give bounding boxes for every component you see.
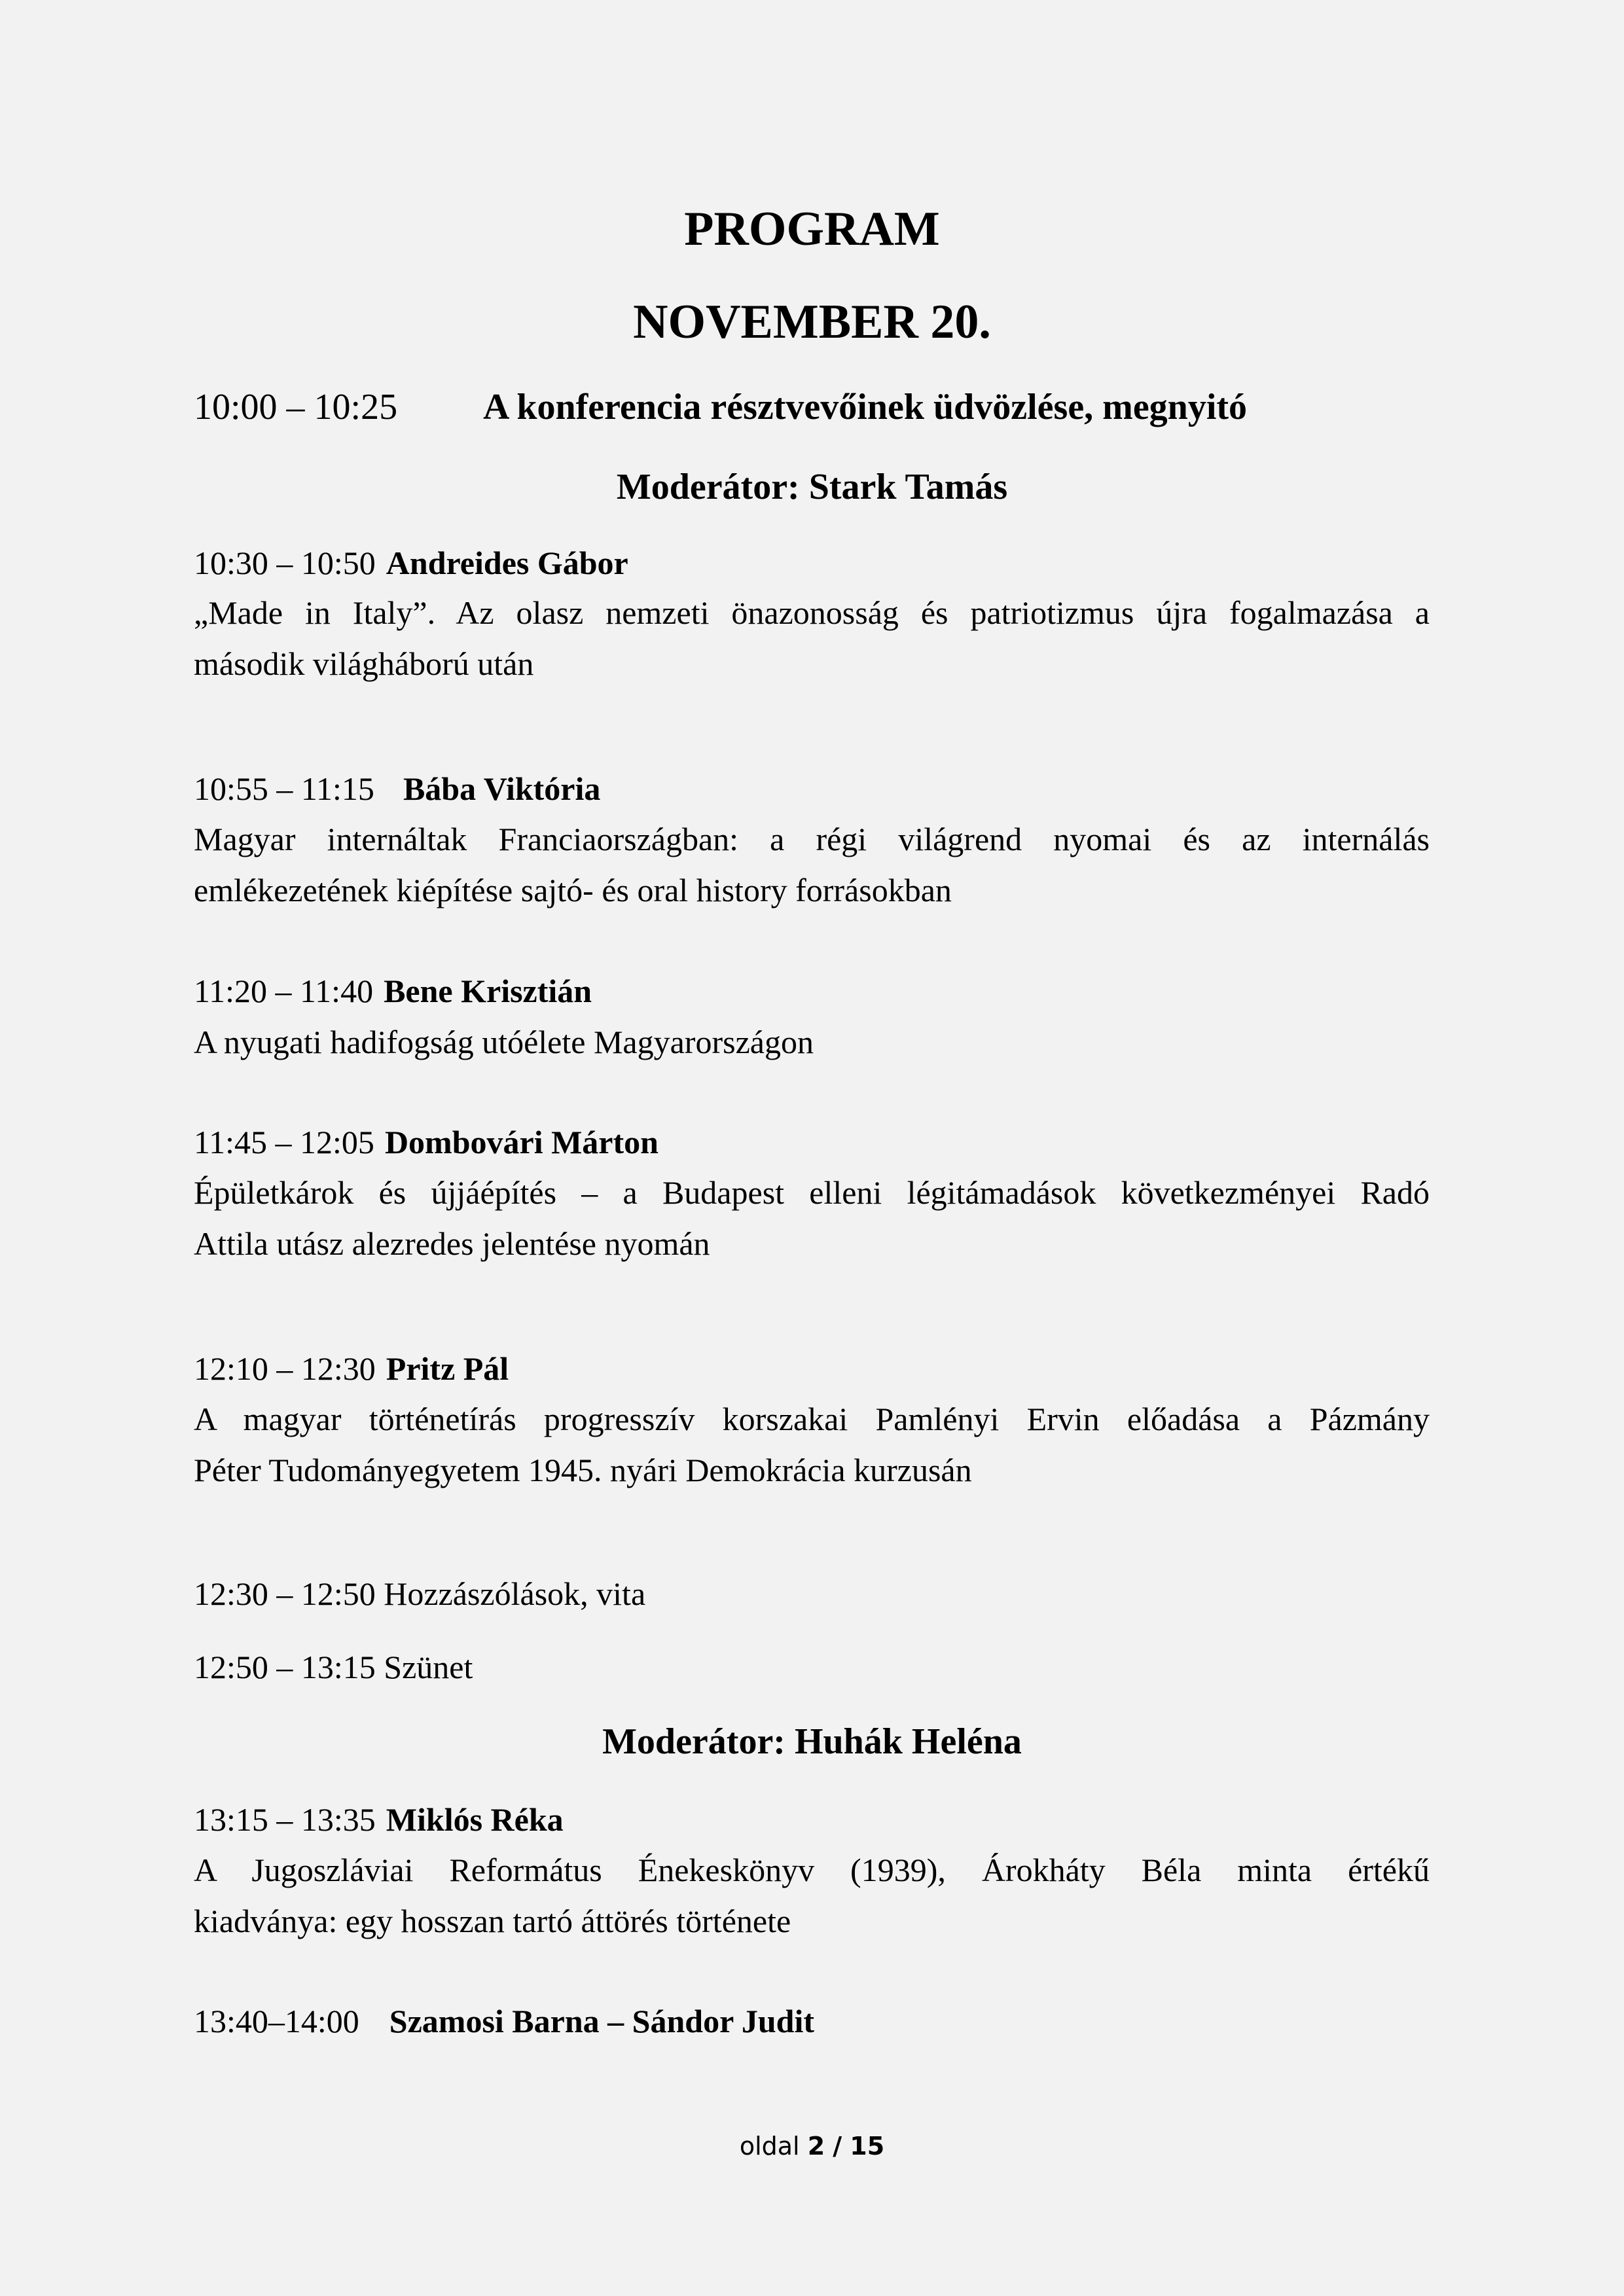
speaker-name: Pritz Pál [386,1350,509,1387]
program-slot [194,1126,659,1158]
slot-time: 11:20 – 11:40 [194,973,374,1009]
speaker-name: Bába Viktória [403,770,601,807]
slot-time: 11:45 – 12:05 [194,1124,374,1160]
program-slot [194,772,600,805]
talk-abstract [194,587,1430,689]
speaker-name: Andreides Gábor [386,545,628,581]
page-number [0,2134,1624,2159]
speaker-name: Dombovári Márton [384,1124,659,1160]
speaker-name: Bene Krisztián [384,973,592,1009]
slot-time: 10:55 – 11:15 [194,770,374,807]
abstract-line: Péter Tudományegyetem 1945. nyári Demokrácia kurzusán [194,1452,972,1488]
program-slot [194,547,628,579]
slot-time: 13:15 – 13:35 [194,1801,376,1838]
abstract-line: A magyar történetírás progresszív korszakai Pamlényi Ervin előadása a Pázmány [194,1401,1430,1437]
speaker-name: Szamosi Barna – Sándor Judit [389,2003,815,2039]
opening-time: 10:00 – 10:25 [194,387,398,427]
moderator-heading: Moderátor: Stark Tamás [616,467,1008,507]
program-slot [194,1352,509,1385]
abstract-line: Épületkárok és újjáépítés – a Budapest elleni légitámadások következményei Radó [194,1174,1430,1211]
talk-abstract [194,1844,1430,1946]
discussion-slot: 12:30 – 12:50 Hozzászólások, vita [194,1575,646,1612]
slot-time: 10:30 – 10:50 [194,545,376,581]
slot-time: 13:40–14:00 [194,2003,359,2039]
abstract-line: A Jugoszláviai Református Énekeskönyv (1939), Árokháty Béla minta értékű [194,1852,1430,1888]
speaker-name: Miklós Réka [386,1801,564,1838]
program-slot [194,1803,564,1836]
abstract-line: Magyar internáltak Franciaországban: a régi világrend nyomai és az internálás [194,821,1430,857]
talk-abstract [194,1016,1430,1067]
program-slot [194,2005,814,2037]
total-pages: 15 [850,2132,885,2161]
abstract-line: A nyugati hadifogság utóélete Magyarországon [194,1024,814,1060]
date-heading: NOVEMBER 20. [633,295,991,349]
abstract-line: kiadványa: egy hosszan tartó áttörés története [194,1903,791,1939]
abstract-line: „Made in Italy”. Az olasz nemzeti önazonosság és patriotizmus újra fogalmazása a [194,594,1430,631]
abstract-line: emlékezetének kiépítése sajtó- és oral history forrásokban [194,872,952,908]
page-title: PROGRAM [684,202,940,256]
slot-time: 12:10 – 12:30 [194,1350,376,1387]
page-label: oldal [739,2132,800,2161]
abstract-line: második világháború után [194,645,534,682]
current-page: 2 [807,2132,825,2161]
opening-title: A konferencia résztvevőinek üdvözlése, megnyitó [483,387,1248,427]
talk-abstract [194,814,1430,916]
abstract-line: Attila utász alezredes jelentése nyomán [194,1225,710,1262]
moderator-heading: Moderátor: Huhák Heléna [602,1721,1022,1762]
talk-abstract [194,1167,1430,1269]
talk-abstract [194,1393,1430,1496]
break-slot: 12:50 – 13:15 Szünet [194,1649,473,1685]
program-slot [194,975,592,1007]
page-separator: / [833,2132,842,2161]
